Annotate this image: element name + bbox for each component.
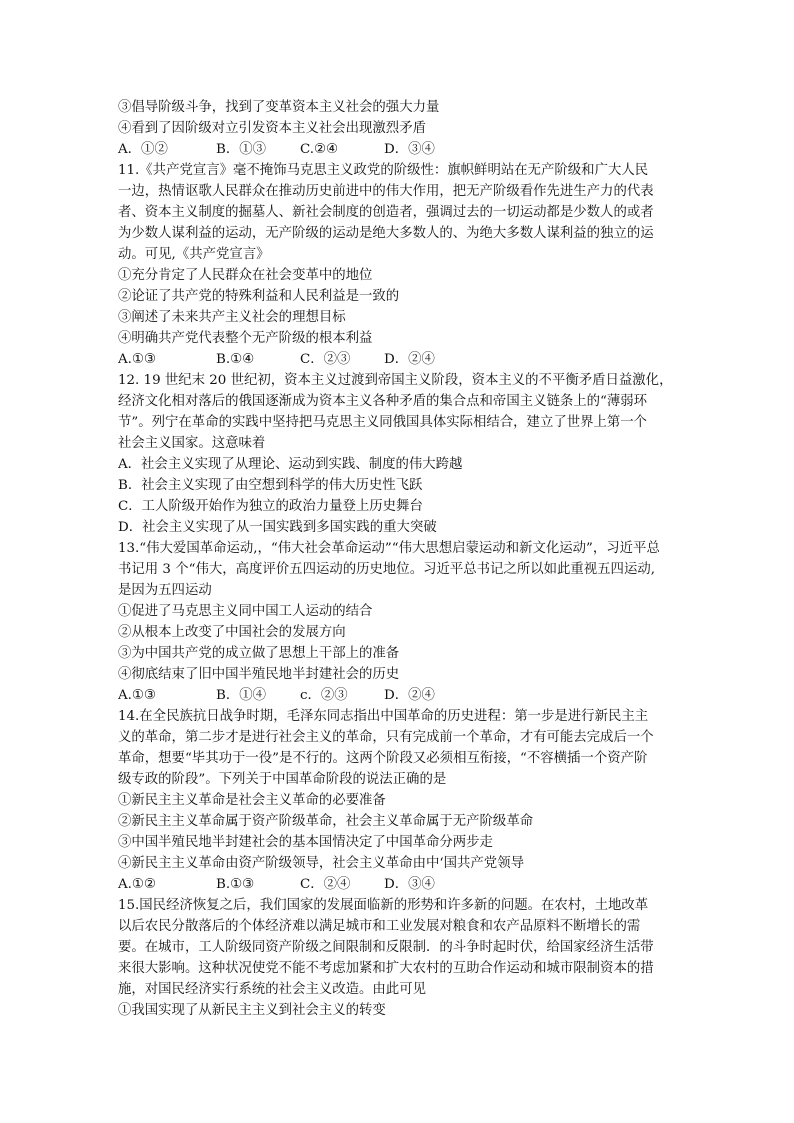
- q14-option-b: B.①③: [216, 877, 255, 892]
- q12-option-c: C．工人阶级开始作为独立的政治力量登上历史舞台: [118, 499, 423, 514]
- q12-option-a: A．社会主义实现了从理论、运动到实践、制度的伟大跨越: [118, 457, 463, 472]
- q13-stem-line: 13.“伟大爱国革命运动,，“伟大社会革命运动”“伟大思想启蒙运动和新文化运动”，习近平总: [118, 541, 660, 556]
- q13-item-1: ①促进了马克思主义同中国工人运动的结合: [118, 604, 373, 619]
- q13-item-2: ②从根本上改变了中国社会的发展方向: [118, 625, 346, 640]
- q11-stem-line: 11.《共产党宣言》毫不掩饰马克思主义政党的阶级性：旗帜鲜明站在无产阶级和广大人民: [118, 163, 649, 178]
- q14-item-3: ③中国半殖民地半封建社会的基本国情决定了中国革命分两步走: [118, 835, 493, 850]
- q13-option-b: B．①④: [216, 688, 267, 703]
- q12-stem-line: 12. 19 世纪末 20 世纪初，资本主义过渡到帝国主义阶段，资本主义的不平衡矛盾日益激化，: [118, 373, 673, 388]
- q13-option-c: c．②③: [300, 688, 348, 703]
- q11-stem-line: 为少数人谋利益的运动，无产阶级的运动是绝大多数人的、为绝大多数人谋利益的独立的运: [118, 226, 654, 241]
- q15-stem-line: 来很大影响。这种状况使党不能不考虑加紧和扩大农村的互助合作运动和城市限制资本的措: [118, 961, 654, 976]
- q15-item-1: ①我国实现了从新民主主义到社会主义的转变: [118, 1003, 386, 1018]
- q13-stem-line: 是因为五四运动: [118, 583, 212, 598]
- q11-option-c: C．②③: [300, 352, 351, 367]
- q11-options: [118, 349, 678, 370]
- q14-stem-line: 14.在全民族抗日战争时期，毛泽东同志指出中国革命的历史进程：第一步是进行新民主主: [118, 709, 649, 724]
- q14-item-1: ①新民主主义革命是社会主义革命的必要准备: [118, 793, 386, 808]
- q13-options: [118, 685, 678, 706]
- q10-option-c: C.②④: [300, 142, 339, 157]
- q10-option-d: D．③④: [384, 142, 435, 157]
- q13-stem-line: 书记用 3 个“伟大，高度评价五四运动的历史地位。习近平总书记之所以如此重视五四运动,: [118, 562, 655, 577]
- q11-item-3: ③阐述了未来共产主义社会的理想目标: [118, 310, 346, 325]
- q13-option-d: D．②④: [384, 688, 435, 703]
- q12-option-b: B．社会主义实现了由空想到科学的伟大历史性飞跃: [118, 478, 423, 493]
- q15-stem-line: 15.国民经济恢复之后，我们国家的发展面临新的形势和许多新的问题。在农村，土地改革: [118, 898, 649, 913]
- q14-item-2: ②新民主主义革命属于资产阶级革命，社会主义革命属于无产阶级革命: [118, 814, 534, 829]
- q13-option-a: A.①③: [118, 688, 156, 703]
- q11-option-d: D．②④: [384, 352, 435, 367]
- exam-page: [118, 97, 678, 1021]
- q10-item-4: ④看到了因阶级对立引发资本主义社会出现激烈矛盾: [118, 121, 426, 136]
- q15-stem-line: 以后农民分散落后的个体经济难以满足城市和工业发展对粮食和农产品原料不断增长的需: [118, 919, 641, 934]
- q14-option-a: A.①②: [118, 877, 156, 892]
- q11-stem-line: 者、资本主义制度的掘墓人、新社会制度的创造者，强调过去的一切运动都是少数人的或者: [118, 205, 654, 220]
- q12-stem-line: 节”。列宁在革命的实践中坚持把马克思主义同俄国具体实际相结合，建立了世界上第一个: [118, 415, 648, 430]
- q11-option-b: B.①④: [216, 352, 255, 367]
- q11-item-4: ④明确共产党代表整个无产阶级的根本利益: [118, 331, 373, 346]
- q10-option-a: A．①②: [118, 142, 168, 157]
- q10-option-b: B．①③: [216, 142, 267, 157]
- q11-stem-line: 一边，热情讴歌人民群众在推动历史前进中的伟大作用，把无产阶级看作先进生产力的代表: [118, 184, 654, 199]
- q14-stem-line: 义的革命，第二步才是进行社会主义的革命，只有完成前一个革命，才有可能去完成后一个: [118, 730, 654, 745]
- q15-stem-line: 施，对国民经济实行系统的社会主义改造。由此可见: [118, 982, 426, 997]
- q10-options: [118, 139, 678, 160]
- q11-item-1: ①充分肯定了人民群众在社会变革中的地位: [118, 268, 373, 283]
- q12-option-d: D．社会主义实现了从一国实践到多国实践的重大突破: [118, 520, 437, 535]
- q12-stem-line: 经济文化相对落后的俄国逐渐成为资本主义各种矛盾的集合点和帝国主义链条上的“薄弱环: [118, 394, 648, 409]
- q11-stem-line: 动。可见,《共产党宣言》: [118, 247, 270, 262]
- q10-item-3: ③倡导阶级斗争，找到了变革资本主义社会的强大力量: [118, 100, 440, 115]
- q14-stem-line: 革命，想要“毕其功于一役”是不行的。这两个阶段又必须相互衔接，“不容横插一个资产阶: [118, 751, 648, 766]
- q14-stem-line: 级专政的阶段”。下列关于中国革命阶段的说法正确的是: [118, 772, 447, 787]
- q15-stem-line: 要。在城市，工人阶级同资产阶级之间限制和反限制．的斗争时起时伏，给国家经济生活带: [118, 940, 654, 955]
- q14-item-4: ④新民主主义革命由资产阶级领导，社会主义革命由中‘国共产党领导: [118, 856, 524, 871]
- q14-option-d: D．③④: [384, 877, 435, 892]
- q13-item-4: ④彻底结束了旧中国半殖民地半封建社会的历史: [118, 667, 400, 682]
- q14-options: [118, 874, 678, 895]
- q13-item-3: ③为中国共产党的成立做了思想上干部上的准备: [118, 646, 400, 661]
- q11-item-2: ②论证了共产党的特殊利益和人民利益是一致的: [118, 289, 400, 304]
- q11-option-a: A.①③: [118, 352, 156, 367]
- q14-option-c: C．②④: [300, 877, 351, 892]
- q12-stem-line: 社会主义国家。这意味着: [118, 436, 266, 451]
